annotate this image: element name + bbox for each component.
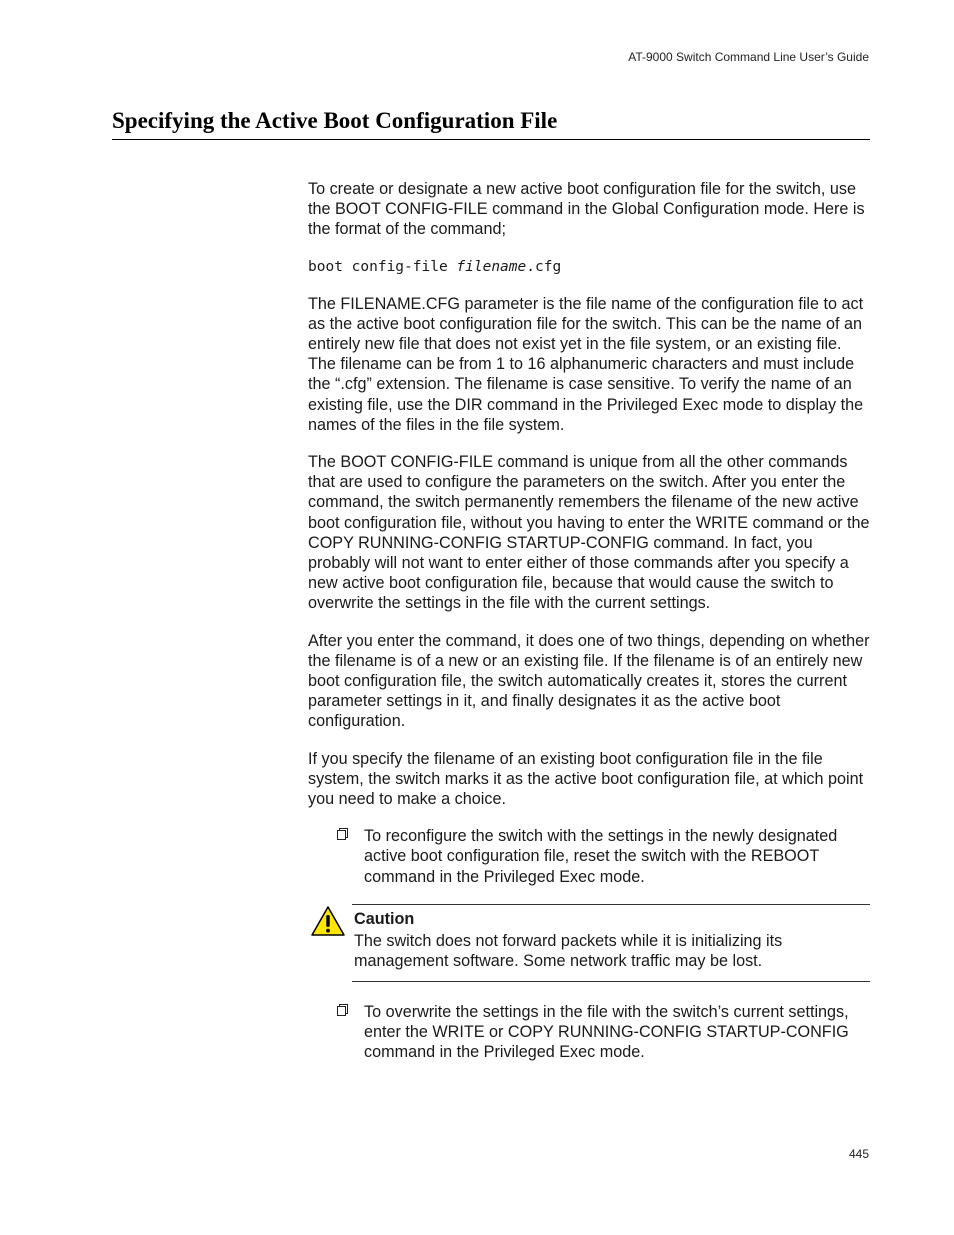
unique-paragraph: The BOOT CONFIG-FILE command is unique from all the other commands that are used to configure the parameters on the switch. After you enter the command, the switch permanently remembers the filename of the new active boot configuration file, without you having to enter the WRITE command or the COPY RUNNING-CONFIG STARTUP-CONFIG command. In fact, you probably will not want to enter either of those commands after you specify a new active boot configuration file, because that would cause the switch to overwrite the settings in the file with the current settings. bbox=[308, 453, 870, 613]
command-parameter: filename bbox=[456, 258, 527, 275]
list-item-text: To reconfigure the switch with the settings in the newly designated active boot configuration file, reset the switch with the REBOOT command in the Privileged Exec mode. bbox=[364, 827, 838, 886]
body-content bbox=[308, 179, 870, 1079]
caution-note bbox=[308, 904, 870, 982]
checkbox-bullet-icon bbox=[337, 1006, 346, 1016]
caution-text: The switch does not forward packets while it is initializing its management software. Some network traffic may be lost. bbox=[354, 932, 783, 971]
list-item bbox=[308, 826, 870, 887]
section-title: Specifying the Active Boot Configuration File bbox=[112, 108, 558, 133]
list-item bbox=[308, 1002, 870, 1063]
existing-paragraph: If you specify the filename of an existing boot configuration file in the file system, the switch marks it as the active boot configuration file, at which point you need to make a choice. bbox=[308, 749, 864, 809]
command-prefix: boot config-file bbox=[308, 258, 457, 275]
command-suffix: .cfg bbox=[526, 258, 562, 275]
caution-box bbox=[352, 904, 870, 982]
caution-heading: Caution bbox=[354, 909, 415, 928]
after-paragraph: After you enter the command, it does one of two things, depending on whether the filename is of a new or an existing file. If the filename is of an entirely new boot configuration file, the switch automatically creates it, stores the current parameter settings in it, and finally designates it as the active boot configuration. bbox=[308, 631, 870, 731]
checkbox-bullet-icon bbox=[337, 830, 346, 840]
warning-triangle-icon bbox=[310, 905, 346, 937]
page-number: 445 bbox=[848, 1147, 869, 1161]
title-divider bbox=[112, 139, 870, 140]
intro-paragraph: To create or designate a new active boot configuration file for the switch, use the BOOT CONFIG-FILE command in the Global Configuration mode. Here is the format of the command; bbox=[308, 180, 865, 239]
list-item-text: To overwrite the settings in the file with the switch’s current settings, enter the WRITE or COPY RUNNING-CONFIG STARTUP-CONFIG command in the Privileged Exec mode. bbox=[364, 1002, 849, 1061]
running-header: AT-9000 Switch Command Line User’s Guide bbox=[628, 50, 869, 64]
filename-paragraph: The FILENAME.CFG parameter is the file name of the configuration file to act as the active boot configuration file for the switch. This can be the name of an entirely new file that does not exist yet in the file system, or an existing file. The filename can be from 1 to 16 alphanumeric characters and must include the “.cfg” extension. The filename is case sensitive. To verify the name of an existing file, use the DIR command in the Privileged Exec mode to display the names of the files in the file system. bbox=[308, 294, 864, 434]
command-syntax bbox=[308, 257, 870, 277]
